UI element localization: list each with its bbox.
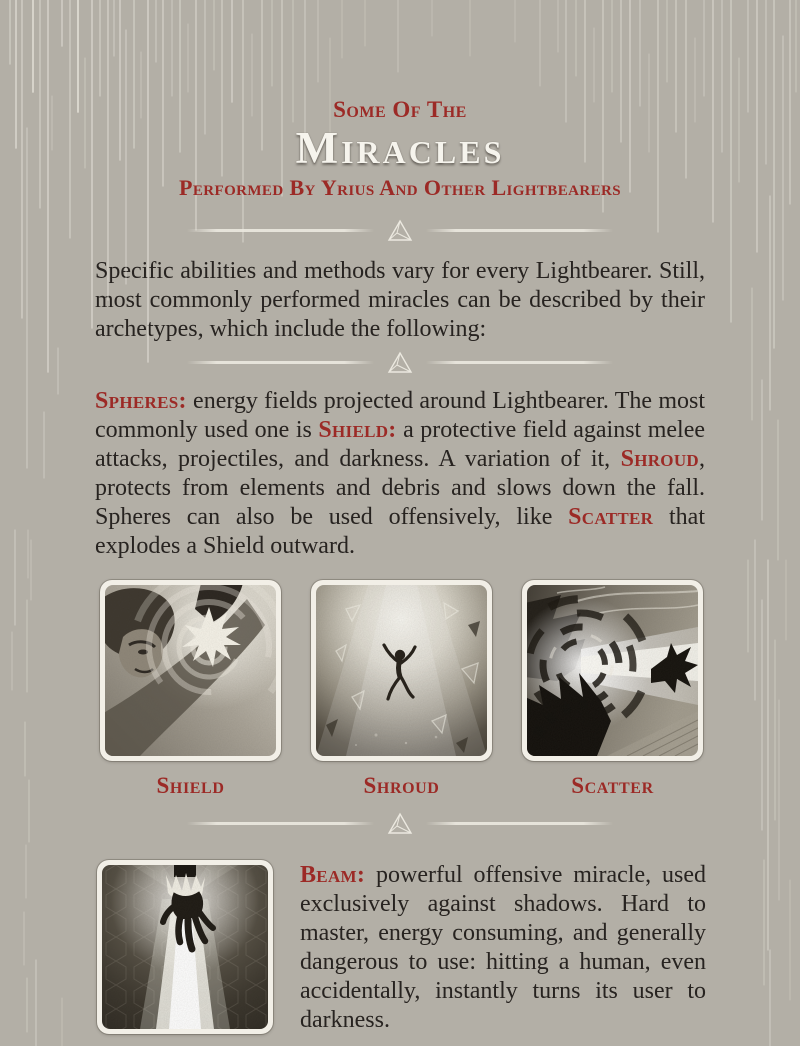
miracle-keyword: Beam: xyxy=(300,862,366,888)
pyramid-icon xyxy=(387,812,413,835)
scatter-illustration xyxy=(522,580,703,761)
paragraph-text: energy fields projected around Lightbearer. The most commonly used one is xyxy=(95,388,711,443)
divider-line xyxy=(187,229,374,232)
divider-line xyxy=(426,822,613,825)
divider-line xyxy=(426,361,613,364)
spheres-paragraph xyxy=(95,387,712,561)
paragraph-text: , protects from elements and debris and slows down the fall. Spheres can also be used offensively, like xyxy=(95,446,711,530)
beam-paragraph xyxy=(300,861,712,1035)
beam-illustration xyxy=(97,860,273,1034)
header-kicker: Some Of The xyxy=(333,97,467,122)
divider-line xyxy=(187,361,374,364)
header-subtitle: Performed By Yrius And Other Lightbearers xyxy=(179,175,621,200)
miracle-gallery xyxy=(100,580,800,799)
miracle-keyword: Shroud xyxy=(620,446,699,472)
paragraph-text: a protective field against melee attacks, projectiles, and darkness. A variation of it, xyxy=(95,417,712,472)
section-divider xyxy=(0,219,800,242)
shield-illustration xyxy=(100,580,281,761)
page-header xyxy=(0,0,800,201)
miracle-keyword: Shield: xyxy=(318,417,397,443)
caption-shroud: Shroud xyxy=(363,773,440,798)
divider-line xyxy=(426,229,613,232)
divider-line xyxy=(187,822,374,825)
gallery-item-scatter xyxy=(522,580,703,799)
gallery-item-shroud xyxy=(311,580,492,799)
pyramid-icon xyxy=(387,219,413,242)
beam-section xyxy=(97,860,800,1035)
paragraph-text: powerful offensive miracle, used exclusively against shadows. Hard to master, energy consuming, and generally dangerous to use: hitting a human, even accidentally, instantly turns its user to darkness. xyxy=(300,862,712,1033)
caption-scatter: Scatter xyxy=(571,773,654,798)
shroud-illustration xyxy=(311,580,492,761)
page-title: Miracles xyxy=(295,123,505,173)
gallery-item-shield xyxy=(100,580,281,799)
intro-paragraph: Specific abilities and methods vary for every Lightbearer. Still, most commonly performed miracles can be described by their archetypes, which include the following: xyxy=(95,258,705,342)
section-divider xyxy=(0,351,800,374)
miracle-keyword: Scatter xyxy=(568,504,654,530)
pyramid-icon xyxy=(387,351,413,374)
paragraph-text: that explodes a Shield outward. xyxy=(95,504,711,559)
section-divider xyxy=(0,812,800,835)
caption-shield: Shield xyxy=(156,773,225,798)
miracle-keyword: Spheres: xyxy=(95,388,187,414)
